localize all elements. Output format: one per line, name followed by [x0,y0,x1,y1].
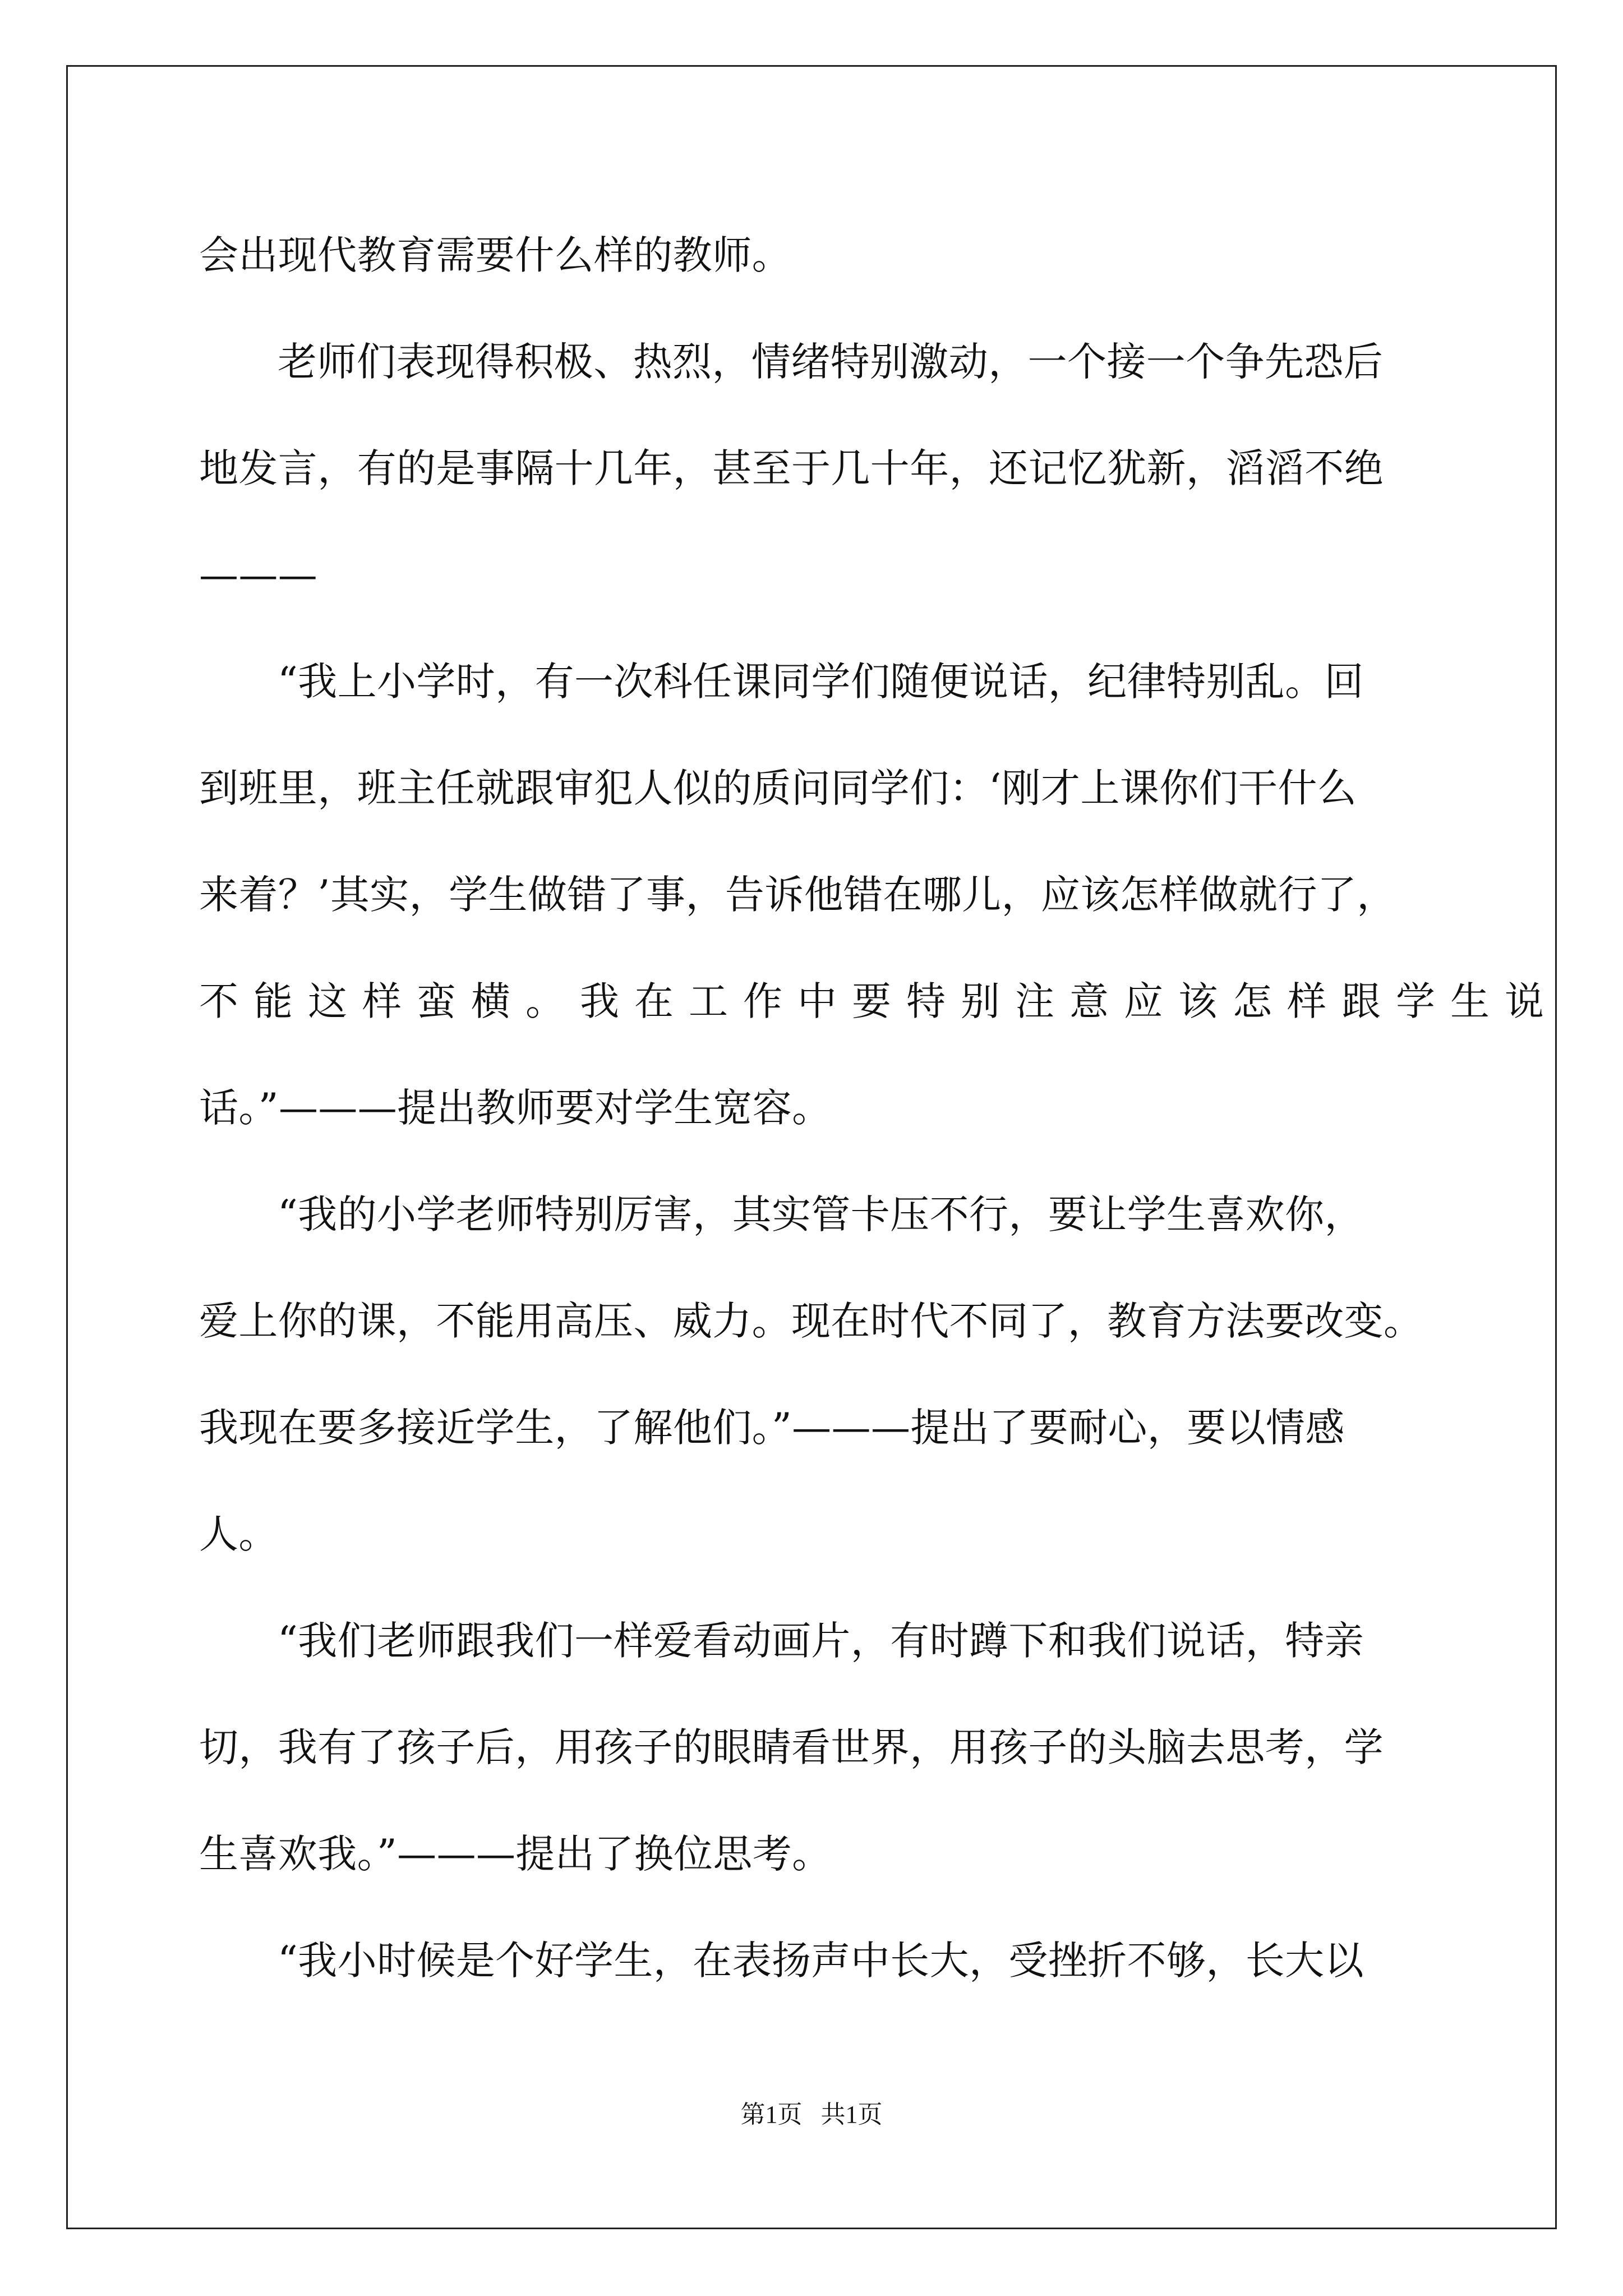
text-line: “我们老师跟我们一样爱看动画片，有时蹲下和我们说话，特亲 [278,1618,1364,1664]
text-line: 爱上你的课，不能用高压、威力。现在时代不同了，教育方法要改变。 [199,1298,1423,1344]
text-line: 切，我有了孩子后，用孩子的眼睛看世界，用孩子的头脑去思考，学 [199,1724,1384,1770]
page-number: 第1页 共1页 [740,2101,883,2128]
text-line: ——— [199,552,318,598]
document-body [199,202,1559,2014]
text-line: 老师们表现得积极、热烈，情绪特别激动，一个接一个争先恐后 [278,339,1384,385]
text-line: 会出现代教育需要什么样的教师。 [199,232,791,278]
text-line: 生喜欢我。”———提出了换位思考。 [199,1831,832,1877]
text-line: “我上小学时，有一次科任课同学们随便说话，纪律特别乱。回 [278,659,1364,705]
text-line: 话。”———提出教师要对学生宽容。 [199,1085,832,1131]
text-line: 我现在要多接近学生，了解他们。”———提出了要耐心，要以情感 [199,1405,1345,1451]
text-line: 不能这样蛮横。我在工作中要特别注意应该怎样跟学生说 [199,978,1559,1024]
text-line: 地发言，有的是事隔十几年，甚至于几十年，还记忆犹新，滔滔不绝 [199,445,1384,491]
text-line: 来着？’其实，学生做错了事，告诉他错在哪儿，应该怎样做就行了， [199,872,1396,918]
text-line: 人。 [199,1511,278,1557]
text-line: “我小时候是个好学生，在表扬声中长大，受挫折不够，长大以 [278,1938,1364,1984]
text-line: “我的小学老师特别厉害，其实管卡压不行，要让学生喜欢你， [278,1191,1364,1237]
text-line: 到班里，班主任就跟审犯人似的质问同学们：‘刚才上课你们干什么 [199,765,1357,811]
page-footer [0,2098,1623,2132]
